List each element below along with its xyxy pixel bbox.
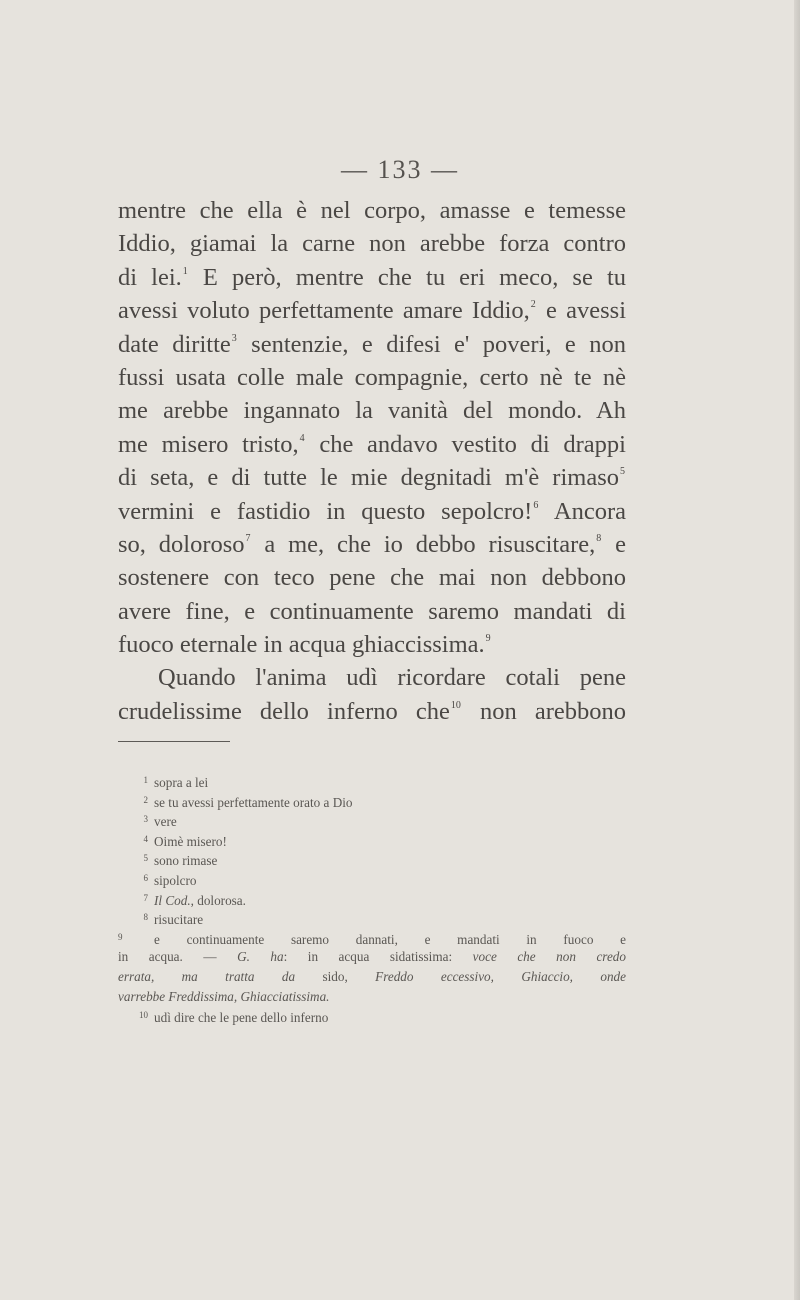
footnote-continuation: varrebbe Freddissima, Ghiacciatissima. bbox=[118, 988, 330, 1004]
footnote: 3 vere bbox=[143, 814, 177, 830]
footnote: 7 Il Cod., dolorosa. bbox=[143, 892, 246, 908]
page-edge bbox=[794, 0, 800, 1300]
footnote: 10 udì dire che le pene dello inferno bbox=[139, 1010, 329, 1026]
text-line: Iddio, giamai la carne non arebbe forza contro bbox=[118, 230, 626, 258]
text-line: fuoco eternale in acqua ghiaccissima.$^9$ bbox=[118, 631, 491, 659]
footnote: 4 Oimè misero! bbox=[143, 833, 227, 849]
footnote: 2 se tu avessi perfettamente orato a Dio bbox=[143, 794, 353, 810]
text-line: di seta, e di tutte le mie degnitadi m'è rimaso$^5$ bbox=[118, 464, 625, 492]
text-line: date diritte$^3$ sentenzie, e difesi e' poveri, e non bbox=[118, 330, 626, 358]
main-text bbox=[118, 194, 626, 728]
text-line: crudelissime dello inferno che$^{10}$ non arebbono bbox=[118, 697, 626, 725]
footnote: 9 e continuamente saremo dannati, e mandati in fuoco e bbox=[118, 931, 626, 947]
footnote: 5 sono rimase bbox=[143, 853, 218, 869]
text-line: di lei.$^1$ E però, mentre che tu eri meco, se tu bbox=[118, 263, 627, 291]
footnote-ref: 3 bbox=[231, 332, 237, 344]
footnote-ref: 2 bbox=[530, 299, 536, 311]
text-line: me arebbe ingannato la vanità del mondo. Ah bbox=[118, 397, 626, 425]
footnote-ref: 7 bbox=[245, 532, 251, 544]
footnote-ref: 5 bbox=[620, 466, 625, 478]
text-line: vermini e fastidio in questo sepolcro!$^6$ Ancora bbox=[118, 497, 627, 525]
footnote-ref: 9 bbox=[485, 633, 491, 645]
text-line: me misero tristo,$^4$ che andavo vestito di drappi bbox=[118, 430, 626, 458]
footnote-divider bbox=[118, 741, 230, 742]
footnotes bbox=[118, 771, 626, 1026]
text-line: avere fine, e continuamente saremo mandati di bbox=[118, 597, 626, 625]
footnote: 1 sopra a lei bbox=[143, 775, 209, 790]
footnote-ref: 8 bbox=[596, 532, 602, 544]
page-number: — 133 — bbox=[341, 155, 459, 184]
text-line: avessi voluto perfettamente amare Iddio,$^2$ e avessi bbox=[118, 297, 626, 325]
footnote: 6 sipolcro bbox=[143, 872, 197, 888]
text-line: fussi usata colle male compagnie, certo nè te nè bbox=[118, 363, 626, 391]
text-line: Quando l'anima udì ricordare cotali pene bbox=[158, 664, 626, 692]
text-line: mentre che ella è nel corpo, amasse e temesse bbox=[118, 197, 626, 224]
footnote-ref: 4 bbox=[299, 432, 305, 444]
footnote-ref: 10 bbox=[450, 699, 461, 711]
footnote-ref: 6 bbox=[533, 499, 539, 511]
footnote-continuation: in acqua. — G. ha: in acqua sidatissima: voce che non credo bbox=[118, 949, 626, 965]
footnote-continuation: errata, ma tratta da sido, Freddo eccessivo, Ghiaccio, onde bbox=[118, 968, 627, 984]
text-line: sostenere con teco pene che mai non debbono bbox=[118, 564, 626, 592]
footnote: 8 risucitare bbox=[143, 912, 204, 928]
text-line: so, doloroso$^7$ a me, che io debbo risuscitare,$^8$ e bbox=[118, 530, 627, 558]
footnote-ref: 1 bbox=[182, 265, 188, 277]
